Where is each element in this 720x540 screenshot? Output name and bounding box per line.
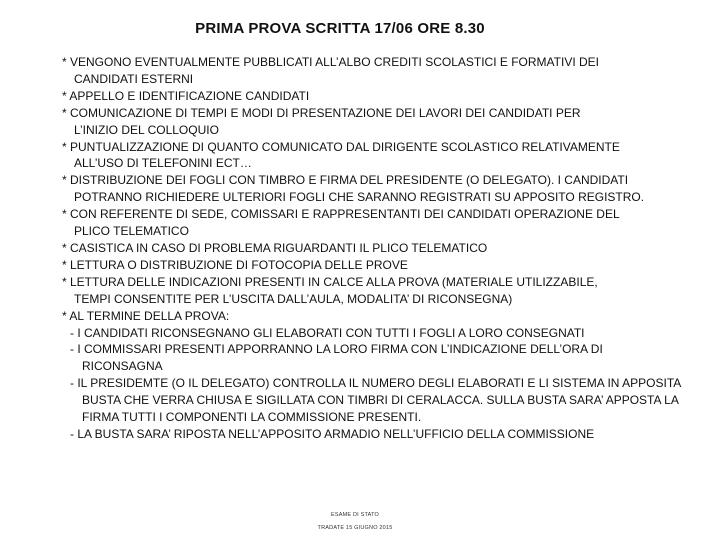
- sub-item: - I COMMISSARI PRESENTI APPORRANNO LA LORO FIRMA CON L’INDICAZIONE DELL’ORA DI: [70, 342, 603, 357]
- page-title: PRIMA PROVA SCRITTA 17/06 ORE 8.30: [195, 20, 485, 37]
- list-item: * COMUNICAZIONE DI TEMPI E MODI DI PRESENTAZIONE DEI LAVORI DEI CANDIDATI PER: [62, 105, 581, 120]
- sub-item: - IL PRESIDEMTE (O IL DELEGATO) CONTROLLA IL NUMERO DEGLI ELABORATI E LI SISTEMA IN APPOSITA: [70, 376, 682, 391]
- list-item-continuation: CANDIDATI ESTERNI: [74, 71, 194, 86]
- list-item-continuation: TEMPI CONSENTITE PER L’USCITA DALL’AULA, MODALITA’ DI RICONSEGNA): [74, 291, 513, 306]
- sub-item-continuation: RICONSAGNA: [82, 359, 163, 374]
- footer-exam-label: ESAME DI STATO: [330, 512, 380, 518]
- list-item-continuation: L’INIZIO DEL COLLOQUIO: [74, 122, 219, 137]
- list-item-continuation: ALL’USO DI TELEFONINI ECT…: [74, 156, 252, 171]
- list-item: * DISTRIBUZIONE DEI FOGLI CON TIMBRO E FIRMA DEL PRESIDENTE (O DELEGATO). I CANDIDATI: [62, 173, 629, 188]
- list-item: * AL TERMINE DELLA PROVA:: [62, 308, 230, 323]
- sub-item: - I CANDIDATI RICONSEGNANO GLI ELABORATI CON TUTTI I FOGLI A LORO CONSEGNATI: [70, 325, 585, 340]
- list-item: * VENGONO EVENTUALMENTE PUBBLICATI ALL’ALBO CREDITI SCOLASTICI E FORMATIVI DEI: [62, 55, 600, 69]
- list-item-continuation: PLICO TELEMATICO: [74, 224, 189, 239]
- list-item: * CASISTICA IN CASO DI PROBLEMA RIGUARDANTI IL PLICO TELEMATICO: [62, 240, 488, 255]
- list-item: * CON REFERENTE DI SEDE, COMISSARI E RAPPRESENTANTI DEI CANDIDATI OPERAZIONE DEL: [62, 207, 620, 222]
- list-item: * PUNTUALIZZAZIONE DI QUANTO COMUNICATO DAL DIRIGENTE SCOLASTICO RELATIVAMENTE: [62, 139, 620, 154]
- list-item: * APPELLO E IDENTIFICAZIONE CANDIDATI: [62, 88, 310, 103]
- sub-item-continuation: FIRMA TUTTI I COMPONENTI LA COMMISSIONE PRESENTI.: [82, 410, 422, 425]
- procedure-list: [62, 54, 682, 443]
- list-item: * LETTURA O DISTRIBUZIONE DI FOTOCOPIA DELLE PROVE: [62, 257, 408, 272]
- sub-item: - LA BUSTA SARA’ RIPOSTA NELL’APPOSITO ARMADIO NELL’UFFICIO DELLA COMMISSIONE: [70, 426, 595, 441]
- footer-place-date: TRADATE 15 GIUGNO 2015: [317, 525, 393, 531]
- list-item: * LETTURA DELLE INDICAZIONI PRESENTI IN CALCE ALLA PROVA (MATERIALE UTILIZZABILE,: [62, 274, 598, 289]
- list-item-continuation: POTRANNO RICHIEDERE ULTERIORI FOGLI CHE SARANNO REGISTRATI SU APPOSITO REGISTRO.: [74, 190, 645, 205]
- sub-item-continuation: BUSTA CHE VERRA CHIUSA E SIGILLATA CON TIMBRI DI CERALACCA. SULLA BUSTA SARA’ APPOSTA LA: [82, 393, 679, 408]
